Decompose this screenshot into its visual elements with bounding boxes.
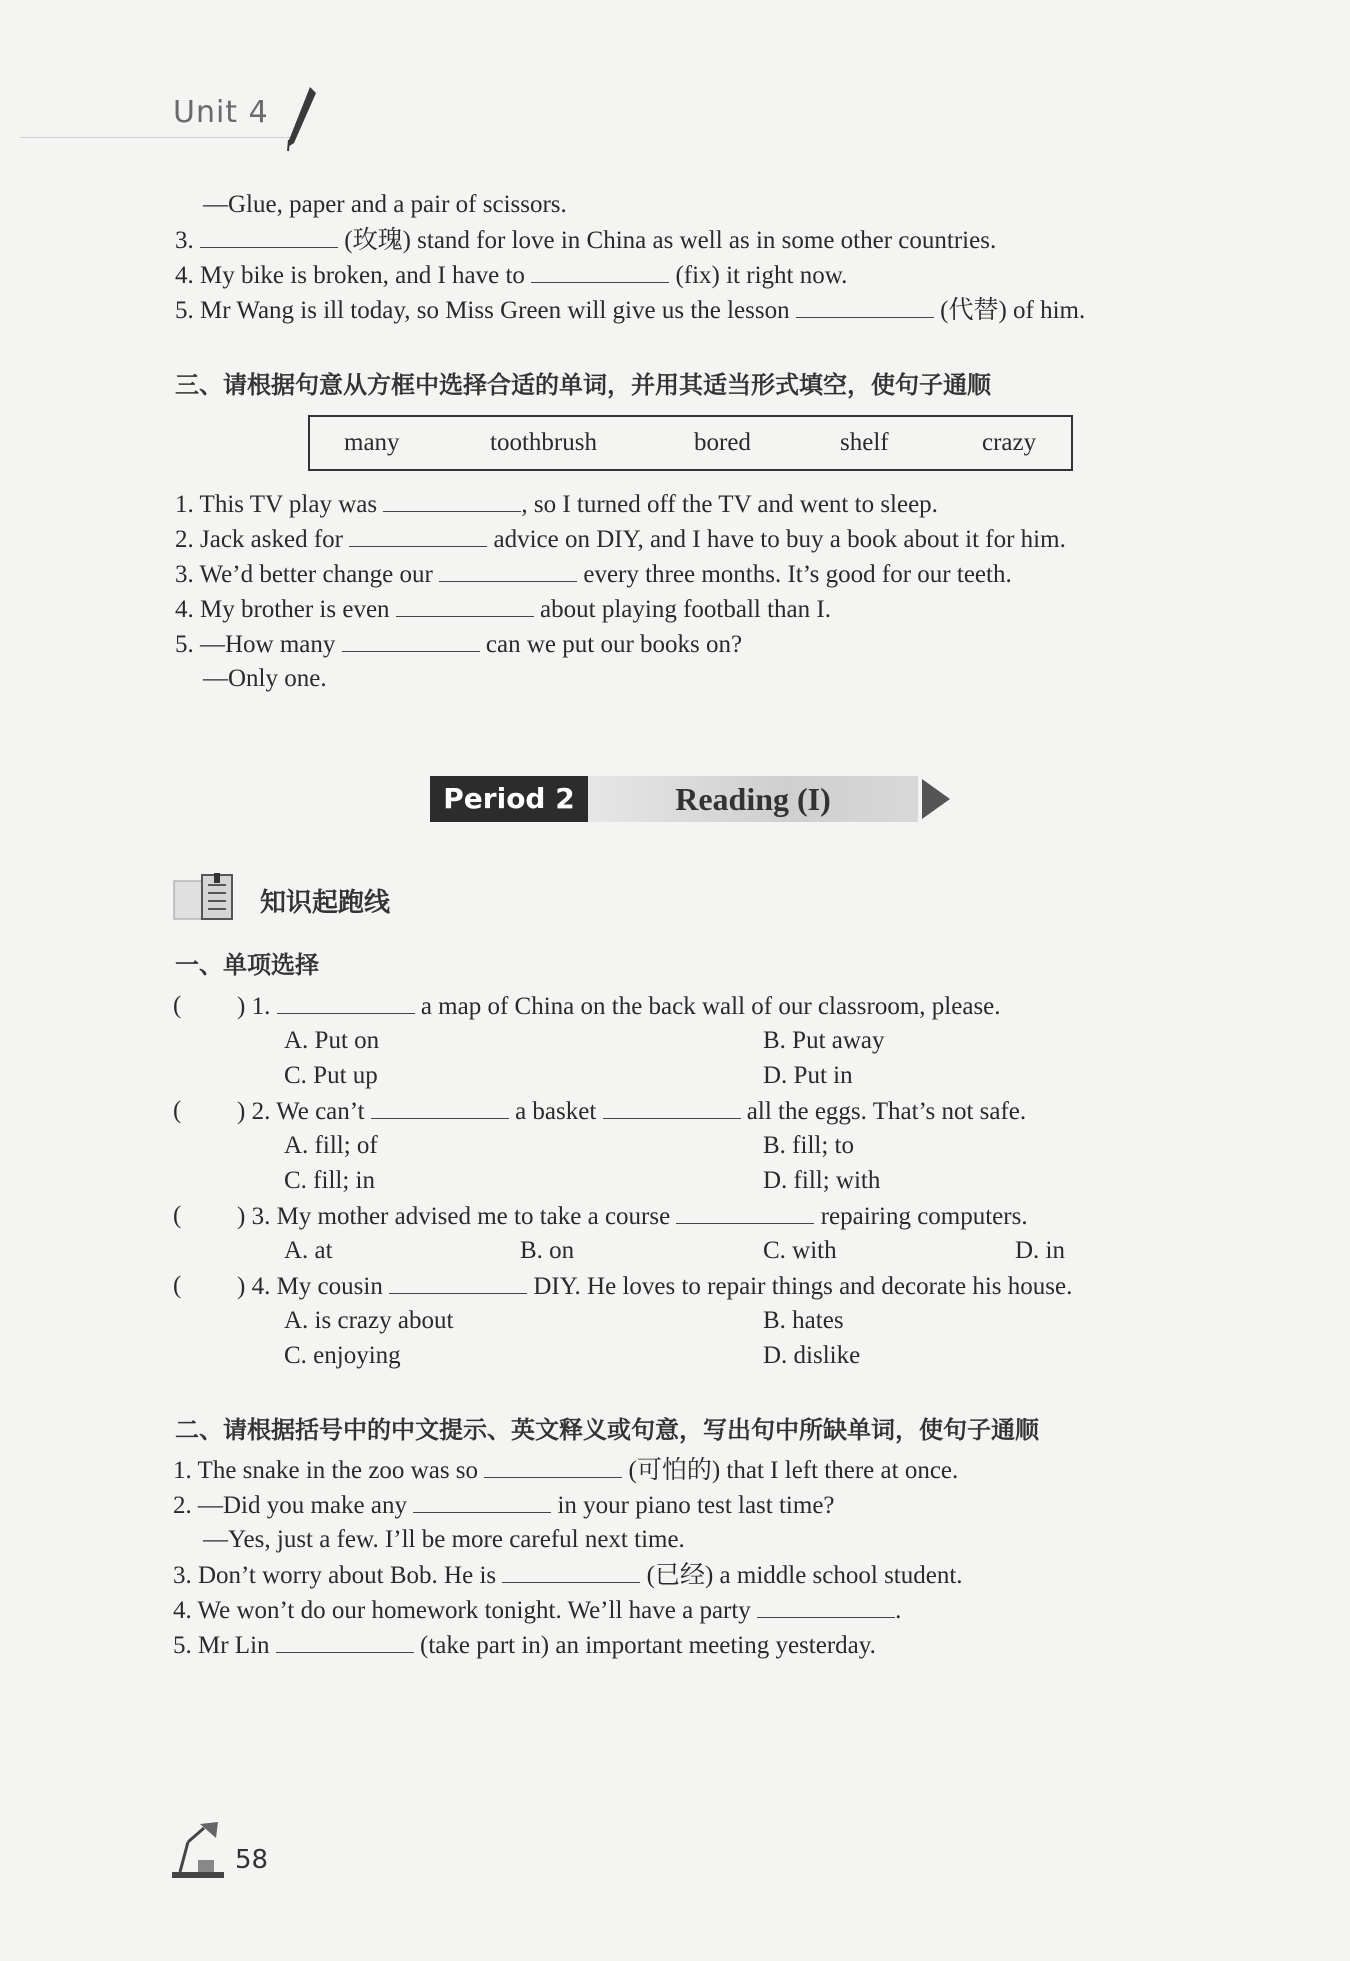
word-option: crazy bbox=[982, 429, 1037, 456]
unit-title: Unit 4 bbox=[173, 95, 269, 130]
s2-question-1: 1. The snake in the zoo was so (可怕的) that I left there at once. bbox=[173, 1457, 959, 1484]
word-option: bored bbox=[694, 429, 751, 456]
q4-option-d[interactable]: D. dislike bbox=[763, 1342, 861, 1369]
q2-option-d[interactable]: D. fill; with bbox=[763, 1167, 881, 1194]
period-banner bbox=[430, 776, 950, 826]
pen-icon bbox=[280, 85, 320, 155]
s2-question-4: 4. We won’t do our homework tonight. We’ll have a party . bbox=[173, 1597, 902, 1624]
s3-question-5: 5. —How many can we put our books on? bbox=[175, 631, 743, 658]
reply-line: —Glue, paper and a pair of scissors. bbox=[203, 191, 567, 218]
s2-question-3: 3. Don’t worry about Bob. He is (已经) a middle school student. bbox=[173, 1562, 963, 1589]
section-2-heading: 二、请根据括号中的中文提示、英文释义或句意，写出句中所缺单词，使句子通顺 bbox=[175, 1416, 1039, 1444]
q2-option-c[interactable]: C. fill; in bbox=[284, 1167, 375, 1194]
word-box bbox=[308, 415, 1073, 471]
q2-option-b[interactable]: B. fill; to bbox=[763, 1132, 854, 1159]
word-option: toothbrush bbox=[490, 429, 597, 456]
answer-blank[interactable] bbox=[276, 1630, 414, 1653]
q4-option-c[interactable]: C. enjoying bbox=[284, 1342, 401, 1369]
s3-question-3: 3. We’d better change our every three months. It’s good for our teeth. bbox=[175, 561, 1012, 588]
s3-question-2: 2. Jack asked for advice on DIY, and I have to buy a book about it for him. bbox=[175, 526, 1066, 553]
arrow-right-icon bbox=[922, 779, 950, 819]
word-option: many bbox=[344, 429, 400, 456]
q3-option-b[interactable]: B. on bbox=[520, 1237, 575, 1264]
mc-paren: ( bbox=[173, 1202, 182, 1229]
q4-option-a[interactable]: A. is crazy about bbox=[284, 1307, 454, 1334]
mc-question-3: ) 3. My mother advised me to take a course repairing computers. bbox=[237, 1203, 1028, 1230]
answer-blank[interactable] bbox=[531, 260, 669, 283]
answer-blank[interactable] bbox=[277, 991, 415, 1014]
book-icon bbox=[172, 873, 240, 923]
q3-option-a[interactable]: A. at bbox=[284, 1237, 333, 1264]
answer-blank[interactable] bbox=[413, 1490, 551, 1513]
answer-blank[interactable] bbox=[757, 1595, 895, 1618]
q4-option-b[interactable]: B. hates bbox=[763, 1307, 844, 1334]
period-title: Reading (I) bbox=[588, 776, 918, 822]
answer-blank[interactable] bbox=[603, 1096, 741, 1119]
mc-question-2: ) 2. We can’t a basket all the eggs. That’s not safe. bbox=[237, 1098, 1027, 1125]
q1-option-c[interactable]: C. Put up bbox=[284, 1062, 378, 1089]
header-divider bbox=[20, 137, 290, 138]
answer-blank[interactable] bbox=[342, 629, 480, 652]
mc-paren: ( bbox=[173, 1272, 182, 1299]
answer-blank[interactable] bbox=[502, 1560, 640, 1583]
mc-paren: ( bbox=[173, 1097, 182, 1124]
answer-blank[interactable] bbox=[439, 559, 577, 582]
page-number: 58 bbox=[235, 1845, 269, 1875]
section-1-heading: 一、单项选择 bbox=[175, 951, 319, 979]
q3-option-c[interactable]: C. with bbox=[763, 1237, 837, 1264]
question-5: 5. Mr Wang is ill today, so Miss Green will give us the lesson (代替) of him. bbox=[175, 297, 1086, 324]
question-3: 3. (玫瑰) stand for love in China as well as in some other countries. bbox=[175, 227, 997, 254]
answer-blank[interactable] bbox=[200, 225, 338, 248]
q3-option-d[interactable]: D. in bbox=[1015, 1237, 1065, 1264]
answer-blank[interactable] bbox=[389, 1271, 527, 1294]
s3-question-1: 1. This TV play was , so I turned off the TV and went to sleep. bbox=[175, 491, 938, 518]
section-3-heading: 三、请根据句意从方框中选择合适的单词，并用其适当形式填空，使句子通顺 bbox=[175, 371, 991, 399]
mc-question-1: ) 1. a map of China on the back wall of our classroom, please. bbox=[237, 993, 1001, 1020]
answer-blank[interactable] bbox=[383, 489, 521, 512]
q1-option-b[interactable]: B. Put away bbox=[763, 1027, 885, 1054]
q2-option-a[interactable]: A. fill; of bbox=[284, 1132, 378, 1159]
mc-question-4: ) 4. My cousin DIY. He loves to repair things and decorate his house. bbox=[237, 1273, 1073, 1300]
answer-blank[interactable] bbox=[396, 594, 534, 617]
s2-question-5: 5. Mr Lin (take part in) an important meeting yesterday. bbox=[173, 1632, 876, 1659]
s2-q2-reply: —Yes, just a few. I’ll be more careful next time. bbox=[203, 1526, 685, 1553]
answer-blank[interactable] bbox=[371, 1096, 509, 1119]
word-option: shelf bbox=[840, 429, 889, 456]
s3-q5-reply: —Only one. bbox=[203, 665, 327, 692]
question-4: 4. My bike is broken, and I have to (fix) it right now. bbox=[175, 262, 848, 289]
answer-blank[interactable] bbox=[484, 1455, 622, 1478]
mc-paren: ( bbox=[173, 992, 182, 1019]
s3-question-4: 4. My brother is even about playing football than I. bbox=[175, 596, 831, 623]
answer-blank[interactable] bbox=[349, 524, 487, 547]
s2-question-2: 2. —Did you make any in your piano test last time? bbox=[173, 1492, 835, 1519]
q1-option-a[interactable]: A. Put on bbox=[284, 1027, 380, 1054]
period-label: Period 2 bbox=[430, 776, 588, 822]
answer-blank[interactable] bbox=[796, 295, 934, 318]
q1-option-d[interactable]: D. Put in bbox=[763, 1062, 853, 1089]
desk-lamp-icon bbox=[170, 1820, 228, 1880]
knowledge-title: 知识起跑线 bbox=[260, 888, 391, 918]
answer-blank[interactable] bbox=[676, 1201, 814, 1224]
